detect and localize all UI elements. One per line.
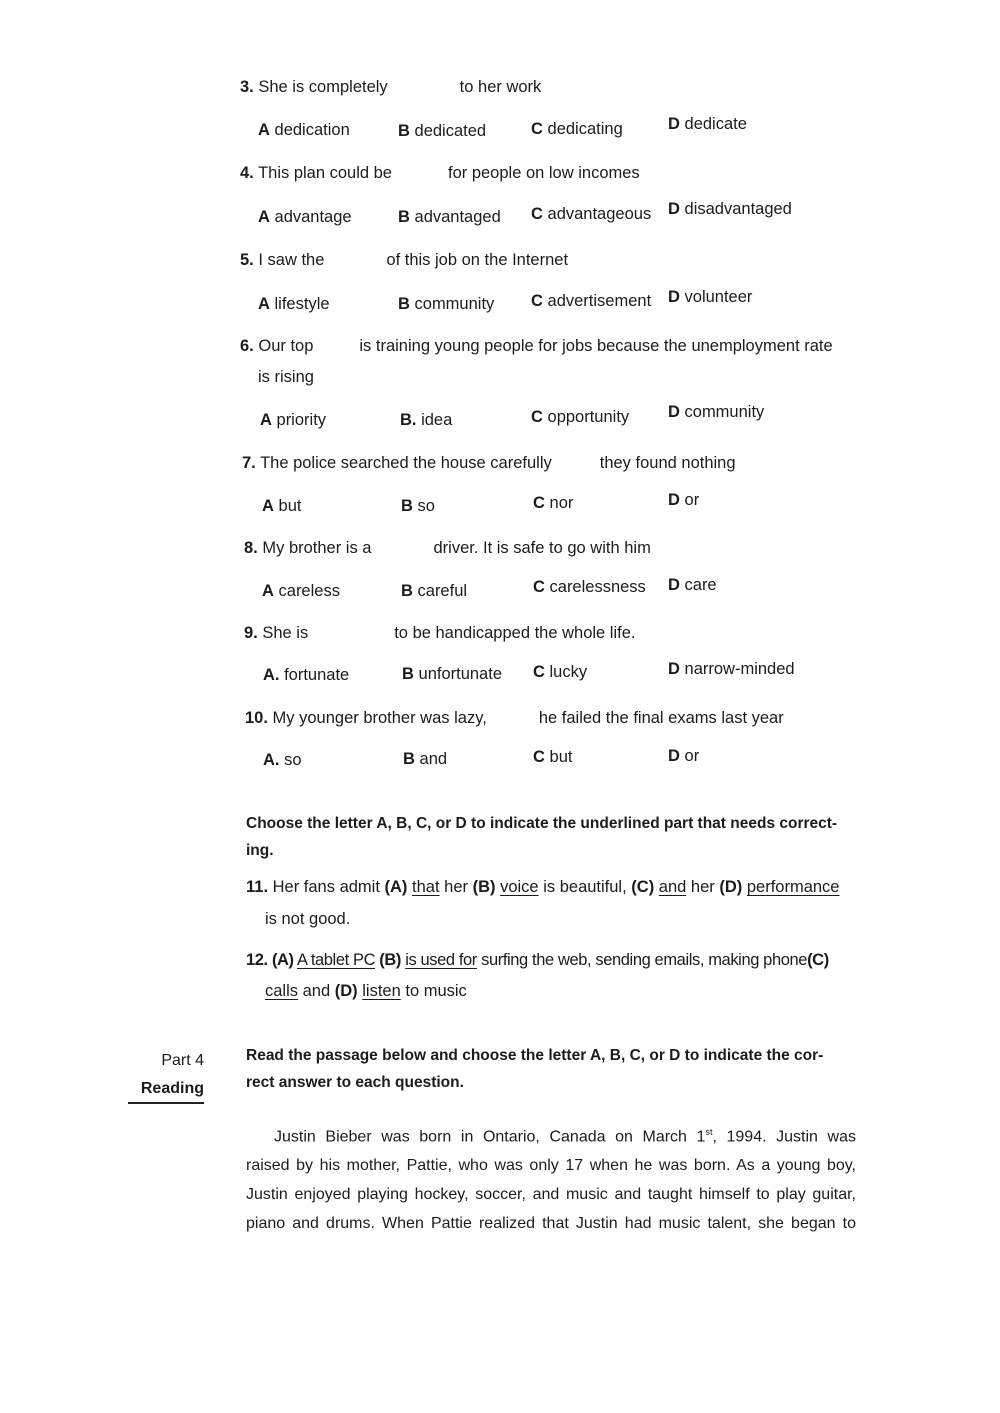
passage-line: piano and drums. When Pattie realized that Justin had music talent, she began to bbox=[246, 1215, 856, 1233]
question-text-before: Our top bbox=[258, 337, 314, 355]
option-9a[interactable]: A. fortunate bbox=[263, 666, 350, 684]
question-text-after: to her work bbox=[459, 78, 542, 96]
question-12-continuation: calls and (D) listen to music bbox=[265, 982, 467, 1000]
question-text-after: driver. It is safe to go with him bbox=[433, 539, 651, 557]
option-8b[interactable]: B careful bbox=[401, 582, 468, 600]
reading-passage bbox=[246, 1118, 856, 1238]
question-text-before: This plan could be bbox=[258, 164, 392, 182]
section-label-underline bbox=[128, 1102, 204, 1104]
option-7a[interactable]: A but bbox=[262, 497, 302, 515]
question-6 bbox=[240, 337, 833, 356]
option-6b[interactable]: B. idea bbox=[400, 411, 453, 429]
marker-c: (C) bbox=[631, 878, 655, 896]
option-10c[interactable]: C but bbox=[533, 748, 573, 766]
question-text-before: I saw the bbox=[258, 251, 325, 269]
question-number: 5. bbox=[240, 251, 254, 269]
question-text-before: She is bbox=[262, 624, 309, 642]
marker-a: (A) bbox=[384, 878, 408, 896]
question-text-after: of this job on the Internet bbox=[386, 251, 569, 269]
option-10a[interactable]: A. so bbox=[263, 751, 302, 769]
question-text-after: he failed the final exams last year bbox=[538, 709, 784, 727]
question-text-before: She is completely bbox=[258, 78, 388, 96]
option-7b[interactable]: B so bbox=[401, 497, 435, 515]
option-9d[interactable]: D narrow-minded bbox=[668, 660, 795, 678]
marker-d: (D) bbox=[334, 982, 358, 1000]
passage-line: Justin enjoyed playing hockey, soccer, and music and taught himself to play guitar, bbox=[246, 1186, 856, 1204]
question-5 bbox=[240, 251, 568, 270]
option-9b[interactable]: B unfortunate bbox=[402, 665, 502, 683]
marker-c: (C) bbox=[807, 951, 829, 969]
question-number: 4. bbox=[240, 164, 254, 182]
underlined-part-c[interactable]: and bbox=[658, 878, 687, 896]
question-number: 9. bbox=[244, 624, 258, 642]
error-instruction-line-1: Choose the letter A, B, C, or D to indicate the underlined part that needs correct- bbox=[246, 815, 838, 832]
option-8c[interactable]: C carelessness bbox=[533, 578, 646, 596]
option-4d[interactable]: D disadvantaged bbox=[668, 200, 792, 218]
option-6c[interactable]: C opportunity bbox=[531, 408, 630, 426]
option-4a[interactable]: A advantage bbox=[258, 208, 352, 226]
question-8 bbox=[244, 539, 651, 558]
option-5a[interactable]: A lifestyle bbox=[258, 295, 330, 313]
option-6a[interactable]: A priority bbox=[260, 411, 327, 429]
question-12: 12. (A) A tablet PC (B) is used for surfing the web, sending emails, making phone(C) bbox=[246, 951, 829, 969]
question-11-continuation: is not good. bbox=[265, 910, 351, 928]
underlined-part-a[interactable]: that bbox=[412, 878, 440, 896]
question-9 bbox=[244, 624, 635, 643]
underlined-part-c[interactable]: calls bbox=[265, 982, 299, 1000]
option-5d[interactable]: D volunteer bbox=[668, 288, 753, 306]
question-number: 10. bbox=[245, 709, 268, 727]
section-label-reading: Reading bbox=[140, 1080, 204, 1097]
underlined-part-d[interactable]: listen bbox=[362, 982, 401, 1000]
option-8d[interactable]: D care bbox=[668, 576, 717, 594]
question-text-after: to be handicapped the whole life. bbox=[394, 624, 636, 642]
reading-instruction bbox=[246, 1042, 823, 1096]
reading-instruction-line-2: rect answer to each question. bbox=[246, 1074, 464, 1091]
question-4 bbox=[240, 164, 640, 183]
question-text-before: My brother is a bbox=[262, 539, 372, 557]
option-7c[interactable]: C nor bbox=[533, 494, 574, 512]
marker-d: (D) bbox=[719, 878, 743, 896]
question-text-after: is training young people for jobs because the unemployment rate bbox=[359, 337, 833, 355]
marker-b: (B) bbox=[379, 951, 401, 969]
marker-a: (A) bbox=[271, 951, 294, 969]
option-3a[interactable]: A dedication bbox=[258, 121, 350, 139]
reading-instruction-line-1: Read the passage below and choose the letter A, B, C, or D to indicate the cor- bbox=[246, 1047, 824, 1064]
option-4c[interactable]: C advantageous bbox=[531, 205, 652, 223]
option-3d[interactable]: D dedicate bbox=[668, 115, 747, 133]
passage-line: raised by his mother, Pattie, who was only 17 when he was born. As a young boy, bbox=[246, 1157, 856, 1175]
question-number: 7. bbox=[242, 454, 256, 472]
question-10 bbox=[245, 709, 784, 728]
option-3b[interactable]: B dedicated bbox=[398, 122, 487, 140]
question-3 bbox=[240, 78, 541, 97]
error-instruction-line-2: ing. bbox=[246, 842, 274, 859]
underlined-part-d[interactable]: performance bbox=[746, 878, 840, 896]
option-5b[interactable]: B community bbox=[398, 295, 495, 313]
question-text-before: The police searched the house carefully bbox=[260, 454, 552, 472]
option-3c[interactable]: C dedicating bbox=[531, 120, 623, 138]
passage-line: Justin Bieber was born in Ontario, Canada on March 1st, 1994. Justin was bbox=[274, 1127, 856, 1146]
question-text-after: for people on low incomes bbox=[447, 164, 640, 182]
option-5c[interactable]: C advertisement bbox=[531, 292, 652, 310]
question-number: 11. bbox=[246, 878, 269, 896]
question-number: 3. bbox=[240, 78, 254, 96]
option-6d[interactable]: D community bbox=[668, 403, 765, 421]
option-4b[interactable]: B advantaged bbox=[398, 208, 501, 226]
marker-b: (B) bbox=[472, 878, 496, 896]
question-7 bbox=[242, 454, 736, 473]
question-number: 8. bbox=[244, 539, 258, 557]
question-6-continuation: is rising bbox=[258, 368, 314, 386]
underlined-part-b[interactable]: is used for bbox=[405, 951, 477, 969]
option-9c[interactable]: C lucky bbox=[533, 663, 588, 681]
option-10b[interactable]: B and bbox=[403, 750, 448, 768]
part-label: Part 4 bbox=[161, 1052, 204, 1069]
question-number: 6. bbox=[240, 337, 254, 355]
option-10d[interactable]: D or bbox=[668, 747, 700, 765]
underlined-part-a[interactable]: A tablet PC bbox=[296, 951, 376, 969]
underlined-part-b[interactable]: voice bbox=[500, 878, 539, 896]
question-11: 11. Her fans admit (A) that her (B) voice is beautiful, (C) and her (D) performance bbox=[246, 878, 840, 896]
error-instruction bbox=[246, 810, 837, 864]
question-text-after: they found nothing bbox=[599, 454, 736, 472]
question-number: 12. bbox=[246, 951, 268, 969]
option-7d[interactable]: D or bbox=[668, 491, 700, 509]
option-8a[interactable]: A careless bbox=[262, 582, 340, 600]
question-text-before: My younger brother was lazy, bbox=[272, 709, 487, 727]
